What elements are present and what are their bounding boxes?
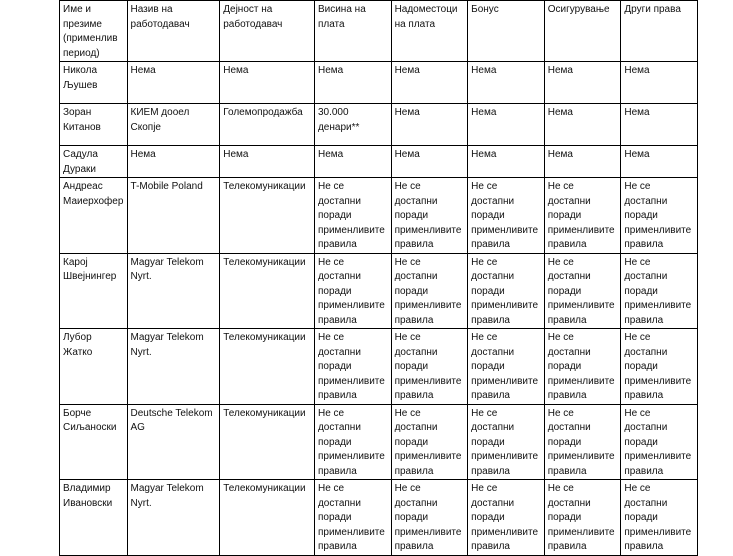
cell-employer: Нема xyxy=(127,62,220,104)
cell-name: Владимир Ивановски xyxy=(60,480,128,556)
cell-name: Андреас Маиерхофер xyxy=(60,178,128,254)
cell-allowances: Не се достапни поради применливите правила xyxy=(391,329,468,405)
cell-name: Борче Сиљаноски xyxy=(60,404,128,480)
cell-activity: Телекомуникации xyxy=(220,253,315,329)
header-other-rights: Други права xyxy=(621,1,698,62)
cell-insurance: Нема xyxy=(544,62,621,104)
cell-activity: Големопродажба xyxy=(220,104,315,146)
cell-activity: Телекомуникации xyxy=(220,404,315,480)
cell-other-rights: Не се достапни поради применливите правила xyxy=(621,253,698,329)
document-page xyxy=(59,0,698,556)
cell-name: Карој Швејнингер xyxy=(60,253,128,329)
cell-activity: Нема xyxy=(220,62,315,104)
cell-salary: 30.000 денари** xyxy=(314,104,391,146)
cell-activity: Телекомуникации xyxy=(220,329,315,405)
cell-allowances: Нема xyxy=(391,146,468,178)
cell-salary: Не се достапни поради применливите правила xyxy=(314,480,391,556)
cell-other-rights: Нема xyxy=(621,104,698,146)
cell-name: Садула Дураки xyxy=(60,146,128,178)
cell-other-rights: Не се достапни поради применливите правила xyxy=(621,404,698,480)
cell-insurance: Не се достапни поради применливите правила xyxy=(544,253,621,329)
cell-salary: Нема xyxy=(314,146,391,178)
cell-insurance: Не се достапни поради применливите правила xyxy=(544,404,621,480)
header-bonus: Бонус xyxy=(468,1,545,62)
cell-employer: Magyar Telekom Nyrt. xyxy=(127,329,220,405)
cell-allowances: Не се достапни поради применливите правила xyxy=(391,178,468,254)
table-row xyxy=(60,480,698,556)
table-row xyxy=(60,146,698,178)
table-row xyxy=(60,104,698,146)
cell-name: Никола Љушев xyxy=(60,62,128,104)
cell-salary: Не се достапни поради применливите правила xyxy=(314,404,391,480)
cell-name: Лубор Жатко xyxy=(60,329,128,405)
cell-activity: Телекомуникации xyxy=(220,480,315,556)
cell-salary: Нема xyxy=(314,62,391,104)
table-row xyxy=(60,178,698,254)
cell-allowances: Нема xyxy=(391,62,468,104)
cell-bonus: Не се достапни поради применливите правила xyxy=(468,253,545,329)
cell-other-rights: Не се достапни поради применливите правила xyxy=(621,178,698,254)
header-salary: Висина на плата xyxy=(314,1,391,62)
header-insurance: Осигурување xyxy=(544,1,621,62)
cell-allowances: Не се достапни поради применливите правила xyxy=(391,480,468,556)
cell-employer: T-Mobile Poland xyxy=(127,178,220,254)
cell-salary: Не се достапни поради применливите правила xyxy=(314,329,391,405)
cell-bonus: Не се достапни поради применливите правила xyxy=(468,480,545,556)
cell-activity: Телекомуникации xyxy=(220,178,315,254)
header-name: Име и презиме (применлив период) xyxy=(60,1,128,62)
cell-insurance: Нема xyxy=(544,146,621,178)
header-employer: Назив на работодавач xyxy=(127,1,220,62)
cell-activity: Нема xyxy=(220,146,315,178)
table-header-row xyxy=(60,1,698,62)
remuneration-table xyxy=(59,0,698,556)
table-row xyxy=(60,329,698,405)
cell-employer: Deutsche Telekom AG xyxy=(127,404,220,480)
cell-employer: Нема xyxy=(127,146,220,178)
table-row xyxy=(60,404,698,480)
cell-name: Зоран Китанов xyxy=(60,104,128,146)
cell-insurance: Не се достапни поради применливите правила xyxy=(544,329,621,405)
cell-bonus: Не се достапни поради применливите правила xyxy=(468,178,545,254)
cell-bonus: Не се достапни поради применливите правила xyxy=(468,404,545,480)
table-row xyxy=(60,62,698,104)
cell-insurance: Нема xyxy=(544,104,621,146)
cell-allowances: Не се достапни поради применливите правила xyxy=(391,253,468,329)
cell-allowances: Нема xyxy=(391,104,468,146)
cell-insurance: Не се достапни поради применливите правила xyxy=(544,480,621,556)
cell-other-rights: Не се достапни поради применливите правила xyxy=(621,329,698,405)
cell-salary: Не се достапни поради применливите правила xyxy=(314,253,391,329)
cell-other-rights: Нема xyxy=(621,62,698,104)
cell-other-rights: Нема xyxy=(621,146,698,178)
cell-employer: КИЕМ доoел Скопје xyxy=(127,104,220,146)
cell-bonus: Нема xyxy=(468,104,545,146)
cell-bonus: Нема xyxy=(468,62,545,104)
cell-employer: Magyar Telekom Nyrt. xyxy=(127,480,220,556)
header-activity: Дејност на работодавач xyxy=(220,1,315,62)
cell-insurance: Не се достапни поради применливите правила xyxy=(544,178,621,254)
cell-allowances: Не се достапни поради применливите правила xyxy=(391,404,468,480)
cell-bonus: Не се достапни поради применливите правила xyxy=(468,329,545,405)
cell-bonus: Нема xyxy=(468,146,545,178)
table-row xyxy=(60,253,698,329)
cell-other-rights: Не се достапни поради применливите правила xyxy=(621,480,698,556)
header-allowances: Надоместоци на плата xyxy=(391,1,468,62)
cell-salary: Не се достапни поради применливите правила xyxy=(314,178,391,254)
cell-employer: Magyar Telekom Nyrt. xyxy=(127,253,220,329)
